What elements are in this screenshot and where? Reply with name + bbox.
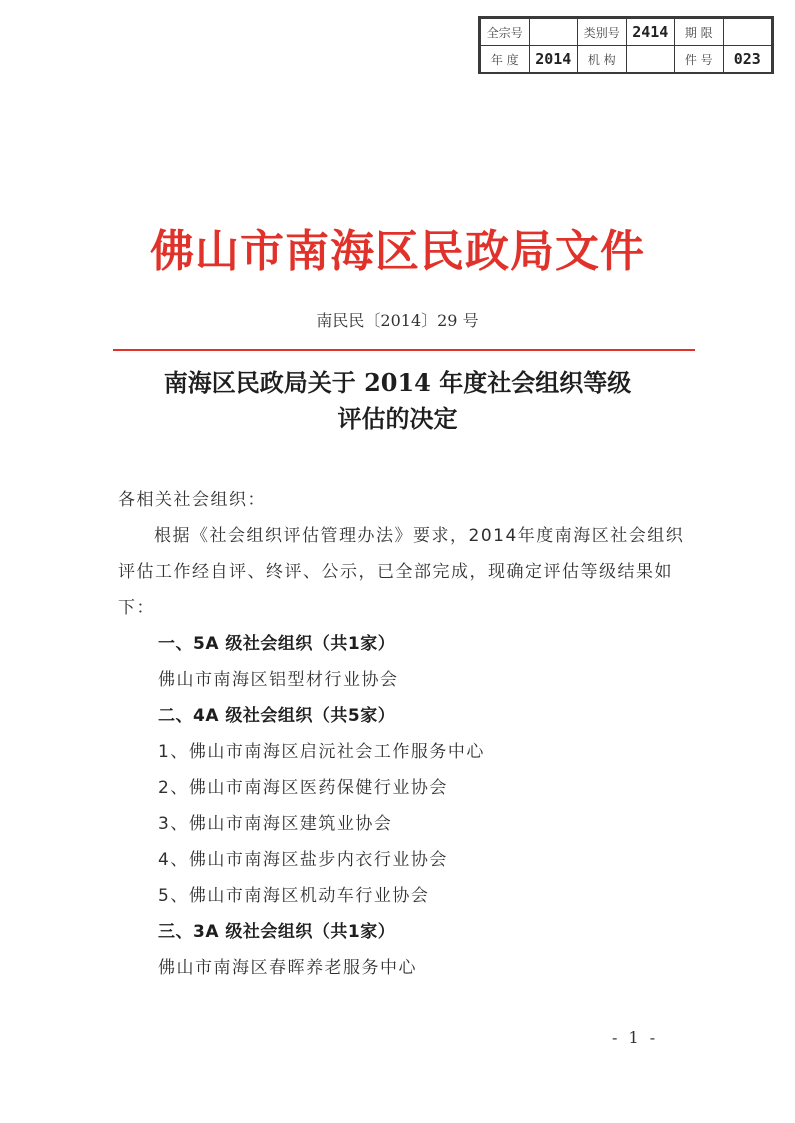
list-item: 4、佛山市南海区盐步内衣行业协会: [158, 850, 448, 870]
niandu-label: 年 度: [481, 46, 530, 73]
jianhao-label: 件 号: [675, 46, 724, 73]
list-item: 1、佛山市南海区启沅社会工作服务中心: [158, 742, 485, 762]
leibie-label: 类别号: [578, 19, 627, 46]
jigou-value: [626, 46, 675, 73]
quanzong-label: 全宗号: [481, 19, 530, 46]
jianhao-value: 023: [723, 46, 772, 73]
red-divider: [113, 349, 695, 351]
list-item: 佛山市南海区春晖养老服务中心: [158, 958, 417, 978]
section-heading-3a: 三、3A 级社会组织（共1家）: [158, 922, 396, 942]
list-item: 佛山市南海区铝型材行业协会: [158, 670, 399, 690]
document-title-line-2: 评估的决定: [337, 404, 458, 433]
qixian-label: 期 限: [675, 19, 724, 46]
quanzong-value: [529, 19, 578, 46]
jigou-label: 机 构: [578, 46, 627, 73]
niandu-value: 2014: [529, 46, 578, 73]
document-title: [0, 365, 795, 437]
section-heading-4a: 二、4A 级社会组织（共5家）: [158, 706, 396, 726]
leibie-value: 2414: [626, 19, 675, 46]
salutation: 各相关社会组织：: [118, 490, 266, 510]
document-title-line-1: 南海区民政局关于 2014 年度社会组织等级: [163, 368, 632, 397]
list-item: 2、佛山市南海区医药保健行业协会: [158, 778, 448, 798]
page-number: - 1 -: [612, 1028, 659, 1047]
list-item: 3、佛山市南海区建筑业协会: [158, 814, 393, 834]
intro-paragraph: 根据《社会组织评估管理办法》要求，2014年度南海区社会组织评估工作经自评、终评、公示，已全部完成，现确定评估等级结果如下：: [118, 526, 685, 618]
archive-stamp: [478, 16, 774, 74]
org-header-title: 佛山市南海区民政局文件: [150, 226, 645, 277]
qixian-value: [723, 19, 772, 46]
document-body: [118, 482, 690, 986]
document-number: 南民民〔2014〕29 号: [316, 311, 479, 330]
section-heading-5a: 一、5A 级社会组织（共1家）: [158, 634, 396, 654]
list-item: 5、佛山市南海区机动车行业协会: [158, 886, 430, 906]
